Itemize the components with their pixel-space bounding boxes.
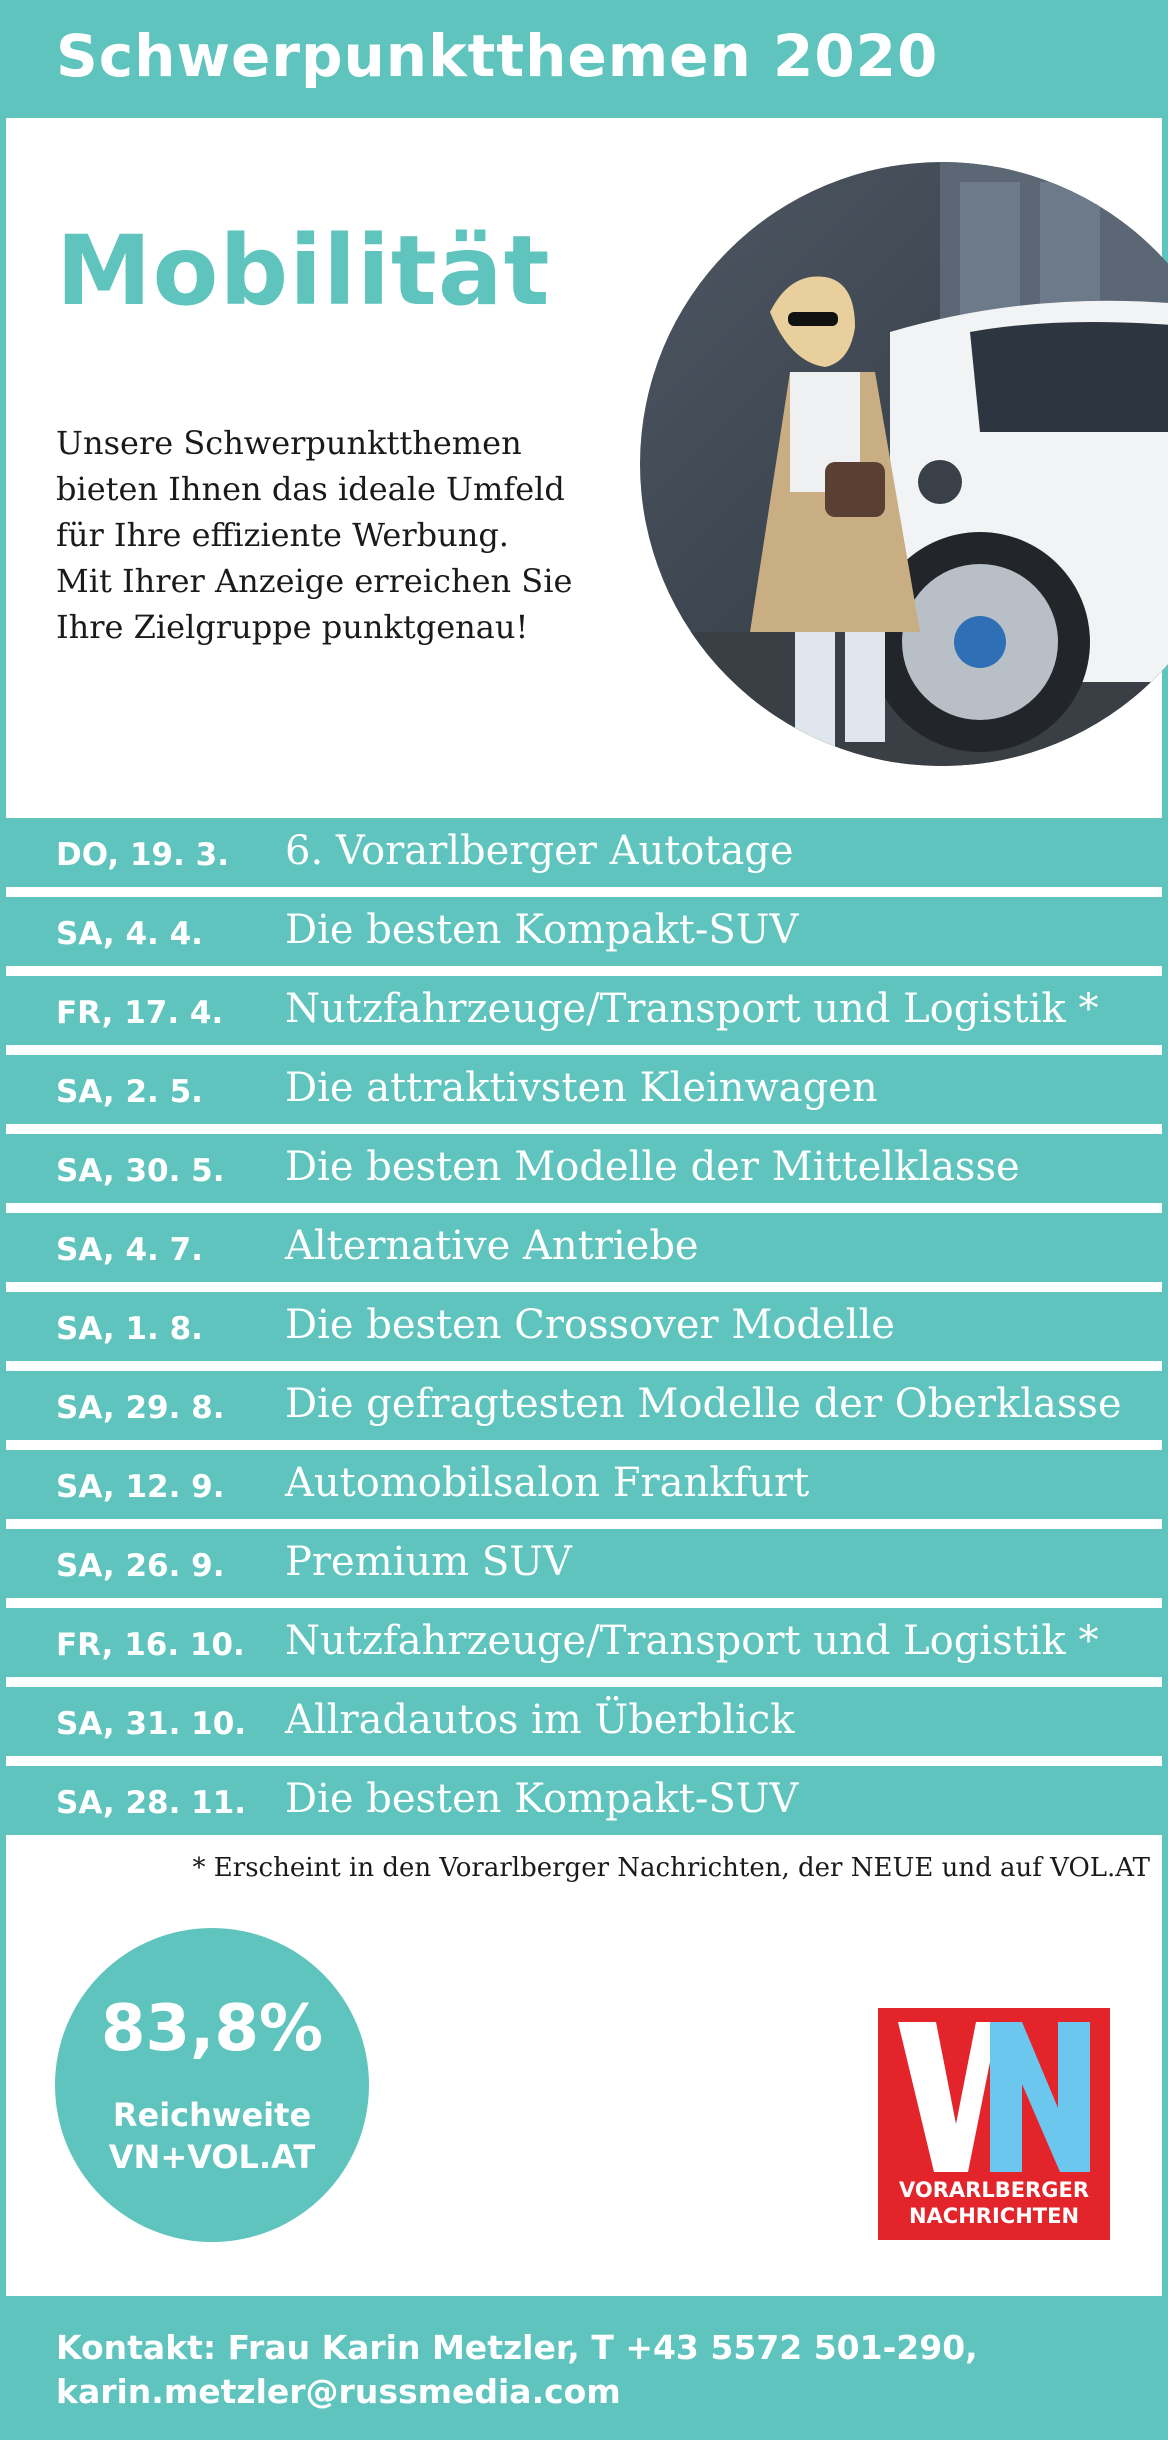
schedule-row: [0, 1687, 1168, 1756]
contact-bar: [0, 2296, 1168, 2440]
schedule-topic: Die attraktivsten Kleinwagen: [285, 1065, 878, 1111]
vn-logo: [878, 2008, 1110, 2240]
intro-text: [56, 420, 616, 650]
schedule-row: [0, 1608, 1168, 1677]
schedule-date: SA, 1. 8.: [56, 1311, 203, 1347]
schedule-date: FR, 16. 10.: [56, 1627, 245, 1663]
schedule-date: DO, 19. 3.: [56, 837, 230, 873]
contact-info: [56, 2326, 978, 2414]
schedule-row: [0, 1450, 1168, 1519]
intro-line: Ihre Zielgruppe punktgenau!: [56, 608, 529, 646]
contact-line: Kontakt: Frau Karin Metzler, T +43 5572 501-290,: [56, 2328, 978, 2367]
schedule-topic: Alternative Antriebe: [285, 1223, 699, 1269]
schedule-list: [0, 818, 1168, 1845]
logo-text-line2: NACHRICHTEN: [908, 2204, 1080, 2228]
schedule-date: SA, 31. 10.: [56, 1706, 247, 1742]
schedule-row: [0, 1529, 1168, 1598]
contact-email[interactable]: karin.metzler@russmedia.com: [56, 2372, 621, 2411]
schedule-topic: Die besten Crossover Modelle: [285, 1302, 895, 1348]
schedule-row: [0, 818, 1168, 887]
reach-percent: 83,8%: [100, 1992, 324, 2066]
reach-label-sub: VN+VOL.AT: [108, 2138, 316, 2176]
schedule-topic: Nutzfahrzeuge/Transport und Logistik *: [285, 1618, 1099, 1664]
schedule-date: SA, 12. 9.: [56, 1469, 225, 1505]
page-title: Schwerpunktthemen 2020: [56, 22, 939, 90]
intro-line: Mit Ihrer Anzeige erreichen Sie: [56, 562, 573, 600]
schedule-row: [0, 1213, 1168, 1282]
schedule-date: FR, 17. 4.: [56, 995, 224, 1031]
schedule-date: SA, 30. 5.: [56, 1153, 225, 1189]
schedule-row: [0, 976, 1168, 1045]
schedule-row: [0, 1766, 1168, 1835]
schedule-topic: Allradautos im Überblick: [285, 1697, 795, 1743]
schedule-row: [0, 897, 1168, 966]
schedule-topic: Die besten Kompakt-SUV: [285, 1776, 799, 1822]
schedule-topic: Automobilsalon Frankfurt: [285, 1460, 810, 1506]
schedule-topic: Premium SUV: [285, 1539, 572, 1585]
footnote: * Erscheint in den Vorarlberger Nachrichten, der NEUE und auf VOL.AT: [192, 1853, 1150, 1883]
schedule-row: [0, 1055, 1168, 1124]
schedule-topic: Die gefragtesten Modelle der Oberklasse: [285, 1381, 1122, 1427]
schedule-row: [0, 1134, 1168, 1203]
intro-line: Unsere Schwerpunktthemen: [56, 424, 522, 462]
intro-line: für Ihre effiziente Werbung.: [56, 516, 509, 554]
schedule-date: SA, 28. 11.: [56, 1785, 247, 1821]
schedule-row: [0, 1292, 1168, 1361]
header-bar: [0, 0, 1168, 118]
logo-text-line1: VORARLBERGER: [899, 2178, 1089, 2202]
headline: Mobilität: [56, 215, 551, 327]
schedule-date: SA, 26. 9.: [56, 1548, 225, 1584]
intro-line: bieten Ihnen das ideale Umfeld: [56, 470, 565, 508]
reach-label: Reichweite: [112, 2096, 312, 2134]
schedule-date: SA, 29. 8.: [56, 1390, 225, 1426]
schedule-date: SA, 4. 7.: [56, 1232, 203, 1268]
schedule-row: [0, 1371, 1168, 1440]
schedule-date: SA, 2. 5.: [56, 1074, 203, 1110]
vn-logo-mark: [898, 2022, 1090, 2172]
reach-badge: [55, 1928, 369, 2242]
schedule-topic: Die besten Kompakt-SUV: [285, 907, 799, 953]
schedule-topic: Die besten Modelle der Mittelklasse: [285, 1144, 1020, 1190]
schedule-topic: 6. Vorarlberger Autotage: [285, 828, 794, 874]
schedule-topic: Nutzfahrzeuge/Transport und Logistik *: [285, 986, 1099, 1032]
schedule-date: SA, 4. 4.: [56, 916, 203, 952]
